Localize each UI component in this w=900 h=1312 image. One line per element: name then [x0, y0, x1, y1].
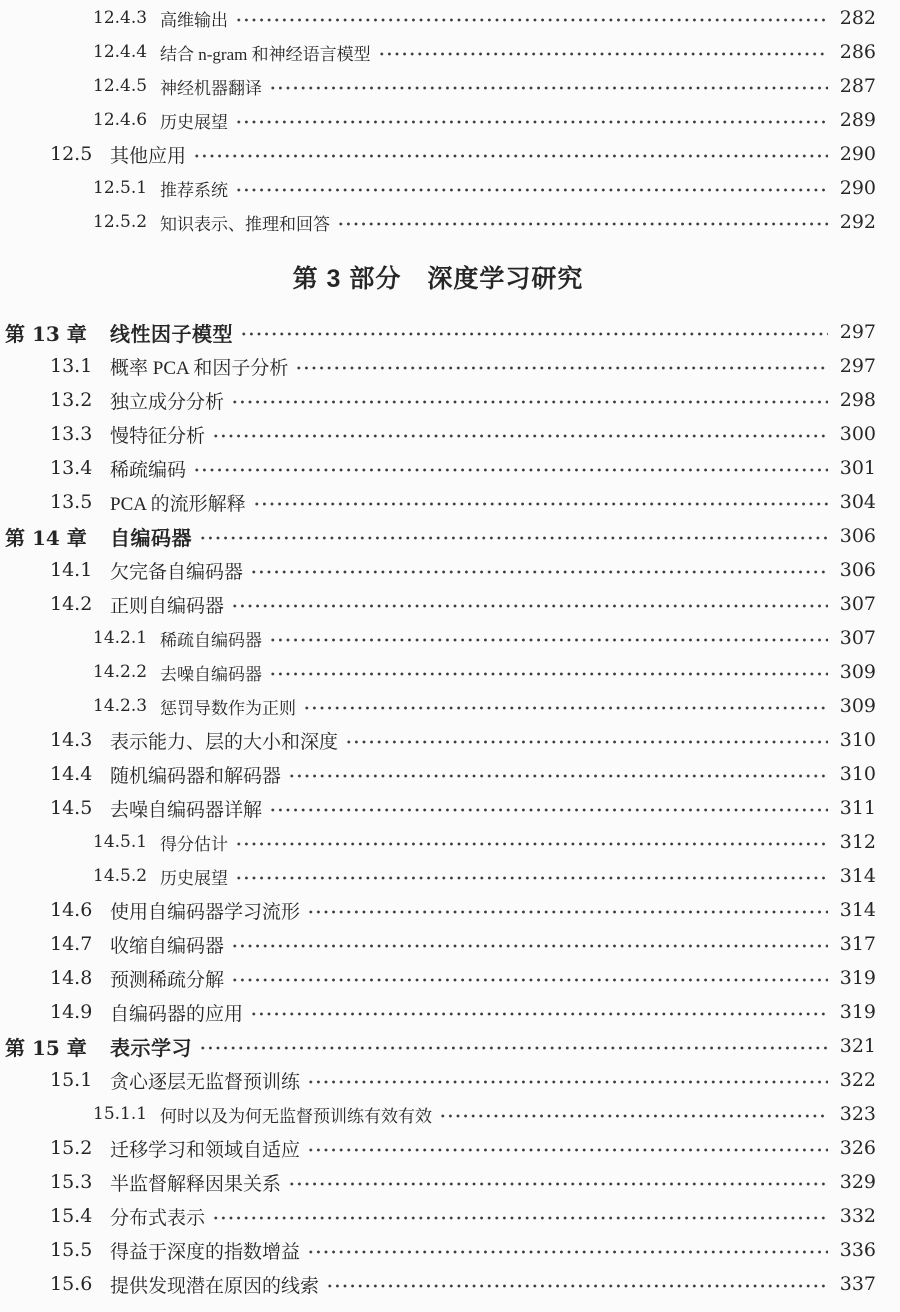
entry-number: 14.1: [50, 559, 93, 581]
entry-page: 336: [839, 1239, 876, 1261]
toc-entry: [0, 689, 876, 723]
entry-page: 309: [839, 695, 876, 717]
entry-number: 12.4.3: [93, 8, 148, 28]
dot-leader: [335, 205, 828, 239]
entry-page: 304: [839, 491, 876, 513]
toc-entry: [0, 69, 876, 103]
dot-leader: [267, 621, 828, 655]
toc-entry: [0, 485, 876, 519]
dot-leader: [248, 553, 828, 587]
toc-entry: [0, 757, 876, 791]
dot-leader: [437, 1097, 828, 1131]
entry-number: 14.2.2: [93, 662, 148, 682]
entry-number: 14.6: [50, 899, 93, 921]
entry-page: 297: [839, 355, 876, 377]
entry-number: 14.2.1: [93, 628, 148, 648]
entry-page: 287: [839, 75, 876, 97]
entry-number: 14.7: [50, 933, 93, 955]
entry-page: 319: [839, 967, 876, 989]
toc-entry: [0, 1, 876, 35]
entry-page: 337: [839, 1273, 876, 1295]
entry-number: 13.1: [50, 355, 93, 377]
entry-page: 312: [839, 831, 876, 853]
entry-page: 306: [839, 559, 876, 581]
toc-entry: [0, 349, 876, 383]
entry-number: 13.5: [50, 491, 93, 513]
dot-leader: [191, 137, 828, 171]
entry-title: 结合 n-gram 和神经语言模型: [160, 44, 371, 64]
entry-page: 317: [839, 933, 876, 955]
entry-title: PCA 的流形解释: [110, 493, 246, 515]
entry-title: 历史展望: [160, 868, 228, 888]
entry-title: 知识表示、推理和回答: [160, 214, 330, 234]
toc-entry: [0, 1063, 876, 1097]
entry-page: 332: [839, 1205, 876, 1227]
entry-page: 307: [839, 593, 876, 615]
entry-page: 310: [839, 729, 876, 751]
toc-entry: [0, 171, 876, 205]
dot-leader: [229, 383, 828, 417]
dot-leader: [251, 485, 828, 519]
toc-entry: [0, 1165, 876, 1199]
entry-page: 309: [839, 661, 876, 683]
entry-number: 15.5: [50, 1239, 93, 1261]
toc-entry: [0, 417, 876, 451]
entry-page: 307: [839, 627, 876, 649]
entry-title: 随机编码器和解码器: [110, 765, 282, 787]
entry-number: 14.4: [50, 763, 93, 785]
entry-title: 收缩自编码器: [110, 935, 225, 957]
entry-page: 314: [839, 865, 876, 887]
toc-entry: [0, 1267, 876, 1301]
entry-number: 12.4.6: [93, 110, 148, 130]
dot-leader: [233, 171, 828, 205]
entry-page: 298: [839, 389, 876, 411]
toc-entry: [0, 859, 876, 893]
entry-title: 分布式表示: [110, 1207, 206, 1229]
entry-title: 推荐系统: [160, 180, 228, 200]
entry-title: 欠完备自编码器: [110, 561, 244, 583]
dot-leader: [233, 825, 828, 859]
entry-title: 表示能力、层的大小和深度: [110, 731, 339, 753]
entry-page: 321: [839, 1035, 876, 1057]
entry-number: 14.5.1: [93, 832, 148, 852]
dot-leader: [305, 893, 828, 927]
entry-title: 正则自编码器: [110, 595, 225, 617]
entry-title: 稀疏自编码器: [160, 630, 262, 650]
toc-entry: [0, 1233, 876, 1267]
entry-number: 第 13 章: [5, 321, 87, 346]
entry-page: 310: [839, 763, 876, 785]
toc-entry: [0, 383, 876, 417]
entry-page: 289: [839, 109, 876, 131]
dot-leader: [229, 961, 828, 995]
dot-leader: [267, 655, 828, 689]
toc-entry: [0, 451, 876, 485]
entry-title: 使用自编码器学习流形: [110, 901, 301, 923]
toc-entry: [0, 893, 876, 927]
entry-title: 何时以及为何无监督预训练有效有效: [160, 1106, 432, 1126]
entry-number: 15.1: [50, 1069, 93, 1091]
toc-entry: [0, 655, 876, 689]
entry-number: 12.5: [50, 143, 93, 165]
entry-page: 292: [839, 211, 876, 233]
entry-number: 14.8: [50, 967, 93, 989]
entry-number: 15.3: [50, 1171, 93, 1193]
entry-number: 15.2: [50, 1137, 93, 1159]
entry-page: 326: [839, 1137, 876, 1159]
entry-title: 慢特征分析: [110, 425, 206, 447]
entry-number: 14.5: [50, 797, 93, 819]
toc-entry: [0, 791, 876, 825]
entry-page: 329: [839, 1171, 876, 1193]
entry-page: 290: [839, 177, 876, 199]
entry-page: 301: [839, 457, 876, 479]
entry-title: 自编码器: [110, 527, 192, 550]
entry-page: 297: [839, 321, 876, 343]
dot-leader: [233, 1, 828, 35]
entry-title: 稀疏编码: [110, 459, 187, 481]
entry-page: 290: [839, 143, 876, 165]
entry-number: 13.2: [50, 389, 93, 411]
dot-leader: [233, 103, 828, 137]
entry-title: 自编码器的应用: [110, 1003, 244, 1025]
dot-leader: [197, 519, 828, 553]
entry-title: 去噪自编码器: [160, 664, 262, 684]
entry-number: 13.4: [50, 457, 93, 479]
entry-number: 14.3: [50, 729, 93, 751]
toc-entry: [0, 103, 876, 137]
toc-entry: [0, 1097, 876, 1131]
toc-entry: [0, 621, 876, 655]
dot-leader: [324, 1267, 828, 1301]
toc-entry: [0, 723, 876, 757]
dot-leader: [210, 1199, 828, 1233]
entry-title: 表示学习: [110, 1037, 192, 1060]
dot-leader: [267, 69, 828, 103]
entry-page: 314: [839, 899, 876, 921]
toc-entry: [0, 927, 876, 961]
dot-leader: [286, 1165, 828, 1199]
entry-number: 14.2.3: [93, 696, 148, 716]
dot-leader: [197, 1029, 828, 1063]
entry-page: 306: [839, 525, 876, 547]
entry-page: 311: [839, 797, 876, 819]
entry-title: 神经机器翻译: [160, 78, 262, 98]
dot-leader: [267, 791, 828, 825]
entry-title: 独立成分分析: [110, 391, 225, 413]
entry-number: 12.5.2: [93, 212, 148, 232]
dot-leader: [305, 1063, 828, 1097]
dot-leader: [286, 757, 828, 791]
entry-number: 12.4.4: [93, 42, 148, 62]
toc-entry: [0, 519, 876, 553]
dot-leader: [229, 927, 828, 961]
entry-number: 第 15 章: [5, 1035, 87, 1060]
entry-page: 323: [839, 1103, 876, 1125]
toc-entry: [0, 315, 876, 349]
dot-leader: [238, 315, 828, 349]
dot-leader: [191, 451, 828, 485]
entry-number: 14.9: [50, 1001, 93, 1023]
toc-entry: [0, 137, 876, 171]
entry-number: 12.4.5: [93, 76, 148, 96]
entry-page: 282: [839, 7, 876, 29]
entry-title: 贪心逐层无监督预训练: [110, 1071, 301, 1093]
entry-title: 提供发现潜在原因的线索: [110, 1275, 320, 1297]
entry-title: 线性因子模型: [110, 323, 233, 346]
entry-title: 得益于深度的指数增益: [110, 1241, 301, 1263]
entry-number: 15.1.1: [93, 1104, 148, 1124]
dot-leader: [233, 859, 828, 893]
toc-entry: [0, 825, 876, 859]
entry-title: 历史展望: [160, 112, 228, 132]
dot-leader: [248, 995, 828, 1029]
entry-page: 319: [839, 1001, 876, 1023]
entry-page: 300: [839, 423, 876, 445]
entry-number: 13.3: [50, 423, 93, 445]
dot-leader: [343, 723, 828, 757]
entry-number: 第 14 章: [5, 525, 87, 550]
toc-entry: [0, 205, 876, 239]
toc-entry: [0, 961, 876, 995]
dot-leader: [305, 1233, 828, 1267]
entry-number: 15.4: [50, 1205, 93, 1227]
entry-number: 14.2: [50, 593, 93, 615]
entry-title: 半监督解释因果关系: [110, 1173, 282, 1195]
entry-number: 12.5.1: [93, 178, 148, 198]
toc-entry: [0, 1199, 876, 1233]
dot-leader: [305, 1131, 828, 1165]
entry-number: 14.5.2: [93, 866, 148, 886]
entry-number: 15.6: [50, 1273, 93, 1295]
entry-title: 得分估计: [160, 834, 228, 854]
entry-title: 概率 PCA 和因子分析: [110, 357, 289, 379]
toc-entry: [0, 1029, 876, 1063]
dot-leader: [210, 417, 828, 451]
toc-entry: [0, 1131, 876, 1165]
part-label: 第 3 部分: [292, 265, 402, 293]
entry-title: 惩罚导数作为正则: [160, 698, 296, 718]
toc-entry: [0, 995, 876, 1029]
dot-leader: [229, 587, 828, 621]
entry-title: 其他应用: [110, 145, 187, 167]
entry-page: 322: [839, 1069, 876, 1091]
entry-title: 高维输出: [160, 10, 228, 30]
dot-leader: [376, 35, 828, 69]
toc-entry: [0, 553, 876, 587]
dot-leader: [301, 689, 828, 723]
toc-entry: [0, 587, 876, 621]
toc-list: [0, 1, 876, 1301]
entry-page: 286: [839, 41, 876, 63]
entry-title: 去噪自编码器详解: [110, 799, 263, 821]
entry-title: 迁移学习和领域自适应: [110, 1139, 301, 1161]
part-title: 深度学习研究: [427, 265, 584, 293]
toc-entry: [0, 35, 876, 69]
entry-title: 预测稀疏分解: [110, 969, 225, 991]
dot-leader: [293, 349, 828, 383]
part-header: [0, 239, 876, 315]
